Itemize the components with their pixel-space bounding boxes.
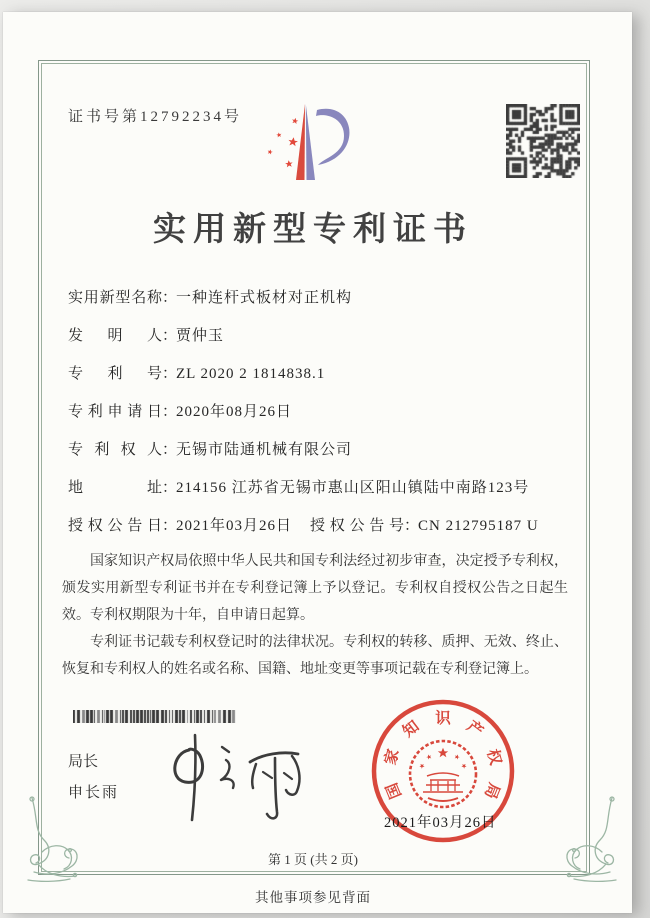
- field-value: 无锡市陆通机械有限公司: [176, 442, 353, 458]
- label-colon: ：: [162, 366, 178, 382]
- field-row-patentee: [68, 438, 588, 476]
- svg-text:识: 识: [435, 710, 451, 727]
- svg-text:产: 产: [463, 717, 487, 741]
- field-list: [68, 286, 588, 552]
- label-colon: ：: [162, 442, 178, 458]
- legal-paragraph: 专利证书记载专利权登记时的法律状况。专利权的转移、质押、无效、终止、恢复和专利权人的姓名或名称、国籍、地址变更等事项记载在专利登记簿上。: [62, 635, 568, 677]
- svg-text:局: 局: [480, 780, 503, 802]
- logo-p-bowl: [316, 109, 349, 165]
- signer-name: 申长雨: [68, 785, 120, 801]
- label-colon: ：: [162, 290, 178, 306]
- seal-text-arc: [380, 709, 505, 802]
- seal-date: 2021年03月26日: [384, 815, 497, 831]
- certificate-title: 实用新型专利证书: [153, 212, 473, 248]
- field-row-filing-date: [68, 400, 588, 438]
- field-value: 2020年08月26日: [176, 404, 293, 420]
- svg-text:家: 家: [382, 747, 403, 767]
- field-value: 214156 江苏省无锡市惠山区阳山镇陆中南路123号: [176, 480, 530, 496]
- field-label: 授权公告日: [68, 518, 162, 534]
- reverse-side-note: 其他事项参见背面: [255, 890, 371, 905]
- label-colon: ：: [404, 518, 420, 534]
- label-colon: ：: [162, 518, 178, 534]
- field-label: 发明人: [68, 328, 162, 344]
- floral-corner-ornament: [546, 794, 618, 884]
- label-colon: ：: [162, 328, 178, 344]
- page-number: 第 1 页 (共 2 页): [268, 852, 358, 867]
- field-row-address: [68, 476, 588, 514]
- field-label: 地址: [68, 480, 162, 496]
- cnipa-logo: [258, 94, 368, 186]
- field-label: 授权公告号: [310, 518, 405, 534]
- director-signature: [158, 728, 334, 832]
- logo-stars: [267, 117, 299, 167]
- field-value: CN 212795187 U: [418, 518, 539, 534]
- field-value: 一种连杆式板材对正机构: [176, 290, 353, 306]
- field-row-patent-number: [68, 362, 588, 400]
- field-value: ZL 2020 2 1814838.1: [176, 366, 326, 382]
- legal-text: [62, 548, 568, 683]
- signer-title: 局长: [68, 754, 99, 770]
- logo-cone-left: [296, 104, 305, 180]
- label-colon: ：: [162, 404, 178, 420]
- barcode: [73, 710, 237, 723]
- field-row-name: [68, 286, 588, 324]
- national-emblem: [410, 741, 476, 807]
- floral-corner-ornament: [26, 794, 98, 884]
- qr-code: [506, 104, 580, 178]
- field-label: 专利权人: [68, 442, 162, 458]
- field-label: 专利号: [68, 366, 162, 382]
- field-row-grant: [68, 514, 588, 552]
- svg-text:国: 国: [383, 780, 406, 802]
- svg-text:知: 知: [399, 717, 423, 741]
- legal-paragraph: 国家知识产权局依照中华人民共和国专利法经过初步审查，决定授予专利权，颁发实用新型专利证书并在专利登记簿上予以登记。专利权自授权公告之日起生效。专利权期限为十年，自申请日起算。: [62, 554, 568, 623]
- field-value: 2021年03月26日: [176, 518, 293, 534]
- label-colon: ：: [162, 480, 178, 496]
- field-value: 贾仲玉: [176, 328, 225, 344]
- logo-cone-right: [306, 104, 315, 180]
- certificate-number: 证书号第12792234号: [68, 109, 243, 125]
- svg-text:权: 权: [483, 747, 504, 767]
- field-label: 专利申请日: [68, 404, 162, 420]
- field-label: 实用新型名称: [68, 290, 162, 306]
- field-row-inventor: [68, 324, 588, 362]
